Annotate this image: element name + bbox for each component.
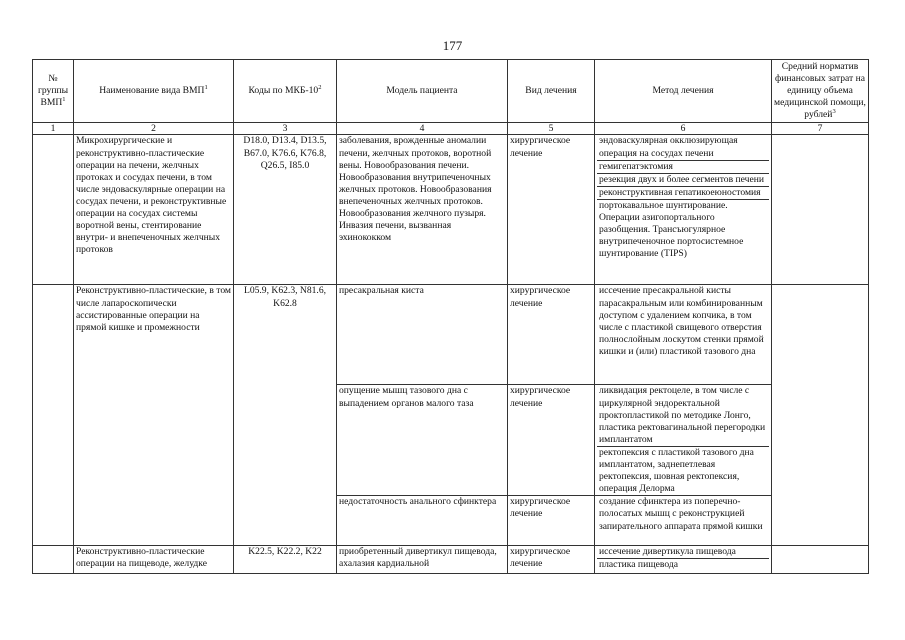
vmp-name-cell: Реконструктивно-пластические операции на пищеводе, желудке [74, 546, 234, 574]
column-number: 1 [33, 123, 74, 135]
group-cell [33, 546, 74, 574]
method-item: гемигепатэктомия [597, 161, 769, 174]
method-item: эндоваскулярная окклюзирующая операция на сосудах печени [597, 135, 769, 160]
method-item: иссечение пресакральной кисты парасакральным или комбинированным доступом с удалением копчика, в том числе с пластикой свищевого отверстия полнослойным лоскутом стенки прямой кишки и (или) пластикой тазового дна [599, 285, 764, 357]
table-row [33, 135, 869, 285]
method-item: иссечение дивертикула пищевода [597, 546, 769, 559]
vmp-table [32, 59, 869, 574]
cost-cell [772, 285, 869, 546]
treatment-type-cell: хирургическое лечение [508, 385, 595, 496]
icd-codes-cell: K22.5, K22.2, K22 [234, 546, 337, 574]
method-item: создание сфинктера из поперечно-полосатых мышц с реконструкцией запирательного аппарата прямой кишки [599, 496, 763, 532]
vmp-name-cell: Микрохирургические и реконструктивно-пластические операции на печени, желчных протоках и сосудах печени, в том числе эндоваскулярные операции на сосудах печени, и реконструктивные операции на сосудах системы воротной вены, стентирование внутри- и внепеченочных желчных протоков [74, 135, 234, 285]
header-method: Метод лечения [595, 60, 772, 123]
group-cell [33, 285, 74, 546]
patient-model-cell: опущение мышц тазового дна с выпадением органов малого таза [337, 385, 508, 496]
vmp-name-cell: Реконструктивно-пластические, в том числе лапароскопически ассистированные операции на прямой кишке и промежности [74, 285, 234, 546]
header-codes: Коды по МКБ-$10^2$ [234, 60, 337, 123]
column-number: 6 [595, 123, 772, 135]
treatment-type-cell: хирургическое лечение [508, 135, 595, 285]
page-number: 177 [442, 38, 463, 53]
treatment-type-cell: хирургическое лечение [508, 496, 595, 546]
treatment-type-cell: хирургическое лечение [508, 285, 595, 385]
method-item: резекция двух и более сегментов печени [597, 174, 769, 187]
patient-model-cell: заболевания, врожденные аномалии печени, желчных протоков, воротной вены. Новообразования печени. Новообразования внутрипеченочных желчных протоков. Новообразования внепеченочных желчных протоков. Новообразования желчного пузыря. Инвазия печени, вызванная эхинококком [337, 135, 508, 285]
treatment-method-cell [595, 285, 772, 385]
column-number: 3 [234, 123, 337, 135]
column-number: 2 [74, 123, 234, 135]
method-item: ректопексия с пластикой тазового дна имплантатом, заднепетлевая ректопексия, шовная ректопексия, операция Делорма [599, 446, 754, 495]
header-group: № группы ВМП$^1$ [33, 60, 74, 123]
treatment-method-cell [595, 135, 772, 285]
column-number: 7 [772, 123, 869, 135]
header-row [33, 60, 869, 123]
method-item: портокавальное шунтирование. Операции азигопортального разобщения. Трансъюгулярное внутрипеченочное портосистемное шунтирование (TIPS) [599, 199, 744, 260]
treatment-method-cell [595, 546, 772, 574]
icd-codes-cell: L05.9, K62.3, N81.6, K62.8 [234, 285, 337, 546]
table-row [33, 546, 869, 574]
treatment-method-cell [595, 385, 772, 496]
icd-codes-cell: D18.0, D13.4, D13.5, B67.0, K76.6, K76.8, Q26.5, I85.0 [234, 135, 337, 285]
treatment-method-cell [595, 496, 772, 546]
method-item: ликвидация ректоцеле, в том числе с циркулярной эндоректальной проктопластикой по методике Лонго, пластика ректовагинальной перегородки имплантатом [597, 385, 769, 446]
table-row [33, 285, 869, 385]
group-cell [33, 135, 74, 285]
method-item: пластика пищевода [599, 559, 678, 571]
column-number: 5 [508, 123, 595, 135]
column-number-row [33, 123, 869, 135]
header-treatment: Вид лечения [508, 60, 595, 123]
patient-model-cell: приобретенный дивертикул пищевода, ахалазия кардиальной [337, 546, 508, 574]
method-item: реконструктивная гепатикоеюностомия [597, 187, 769, 200]
header-name: Наименование вида ВМП$^1$ [74, 60, 234, 123]
patient-model-cell: пресакральная киста [337, 285, 508, 385]
header-model: Модель пациента [337, 60, 508, 123]
column-number: 4 [337, 123, 508, 135]
header-cost: Средний норматив финансовых затрат на единицу объема медицинской помощи, рублей$^3$ [772, 60, 869, 123]
patient-model-cell: недостаточность анального сфинктера [337, 496, 508, 546]
cost-cell [772, 135, 869, 285]
treatment-type-cell: хирургическое лечение [508, 546, 595, 574]
cost-cell [772, 546, 869, 574]
